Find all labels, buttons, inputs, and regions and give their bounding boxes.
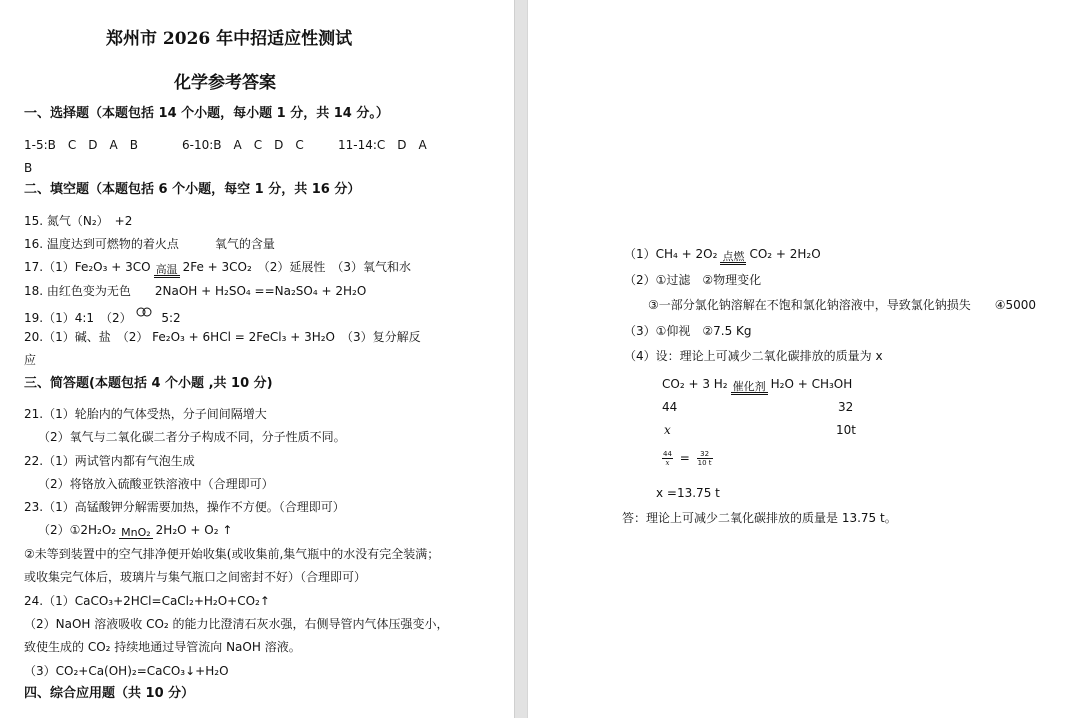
page-gutter [514,0,528,718]
q23-part2 [38,522,232,540]
q23-reactants: （2）①2H₂O₂ [38,523,117,537]
section-heading-1: 一、选择题（本题包括 14 个小题，每小题 1 分，共 14 分。） [24,106,389,121]
q17-reaction-arrow [154,264,180,279]
fraction-left-numerator: 44 [663,450,672,458]
r1-products: CO₂ + 2H₂O [749,247,821,261]
document-page-right [528,0,1080,718]
doc-title: 郑州市 2026 年中招适应性测试 [106,29,353,49]
r-equation [662,376,852,396]
q23-part3: ②未等到装置中的空气排净便开始收集(或收集前,集气瓶中的水没有完全装满； [24,547,440,561]
q23-products: 2H₂O + O₂ ↑ [155,523,233,537]
r-answer-1 [624,246,821,266]
fraction-left [662,450,673,467]
answer-wrap: B [24,161,33,175]
q18-answer: 18. 由红色变为无色 2NaOH + H₂SO₄ ==Na₂SO₄ + 2H₂O [24,284,367,298]
answer-11-14: 11-14:C D A [338,138,427,152]
r6-reactants: CO₂ + 3 H₂ [662,377,728,391]
q17-condition: 高温 [155,263,178,276]
q17-reactants: 17.（1）Fe₂O₃ + 3CO [24,260,151,274]
r-mass-left: 44 [662,400,678,414]
fraction-right-numerator: 32 [697,450,713,459]
q22-part1: 22.（1）两试管内都有气泡生成 [24,454,195,468]
q17-products: 2Fe + 3CO₂ （2）延展性 （3）氧气和水 [182,260,412,274]
fraction-right-denominator: 10 t [697,459,712,467]
r-conclusion: 答：理论上可减少二氧化碳排放的质量是 13.75 t。 [622,511,897,525]
document-page-left [0,0,514,718]
q23-part4: 或收集完气体后，玻璃片与集气瓶口之间密封不好）（合理即可） [24,570,367,584]
q23-part1: 23.（1）高锰酸钾分解需要加热，操作不方便。（合理即可） [24,500,345,514]
q17-answer [24,259,411,279]
q21-part2: （2）氧气与二氧化碳二者分子构成不同，分子性质不同。 [38,430,346,444]
molecule-model-icon [136,306,152,318]
r6-products: H₂O + CH₃OH [770,377,853,391]
q23-reaction-arrow [119,527,153,540]
r-result: x =13.75 t [656,486,720,500]
q24-part4: （3）CO₂+Ca(OH)₂=CaCO₃↓+H₂O [24,664,229,678]
q19-answer [24,306,181,326]
section-heading-4: 四、综合应用题（共 10 分） [24,686,195,701]
r-mass-right: 32 [838,400,854,414]
r-unknown-x: x [664,423,671,437]
fraction-equals: = [679,451,690,465]
fraction-left-denominator: x [665,459,670,467]
r1-reactants: （1）CH₄ + 2O₂ [624,247,718,261]
q24-part2: （2）NaOH 溶液吸收 CO₂ 的能力比澄清石灰水强，右侧导管内气体压强变小， [24,617,449,631]
r6-condition: 催化剂 [732,380,766,393]
q19-part2: 5:2 [161,311,181,325]
r-answer-2-cont: ③一部分氯化钠溶解在不饱和氯化钠溶液中，导致氯化钠损失 ④5000 [648,298,1037,312]
section-heading-2: 二、填空题（本题包括 6 个小题，每空 1 分，共 16 分） [24,182,361,197]
r1-reaction-arrow [720,251,746,266]
r-answer-2: （2）①过滤 ②物理变化 [624,273,762,287]
r-proportion [662,450,713,467]
q22-part2: （2）将铬放入硫酸亚铁溶液中（合理即可） [38,477,274,491]
r1-condition: 点燃 [722,250,745,263]
q21-part1: 21.（1）轮胎内的气体受热，分子间间隔增大 [24,407,267,421]
q16-answer: 16. 温度达到可燃物的着火点 氧气的含量 [24,237,275,251]
q15-answer: 15. 氮气（N₂） +2 [24,214,133,228]
doc-subtitle: 化学参考答案 [174,73,276,93]
q24-part1: 24.（1）CaCO₃+2HCl=CaCl₂+H₂O+CO₂↑ [24,594,270,608]
answer-1-5: 1-5:B C D A B [24,138,138,152]
q20-answer-wrap: 应 [24,353,37,367]
q19-part1: 19.（1）4:1 （2） [24,311,132,325]
r-answer-4: （4）设：理论上可减少二氧化碳排放的质量为 x [624,349,883,363]
section-heading-3: 三、简答题(本题包括 4 个小题 ,共 10 分) [24,376,273,391]
q20-answer: 20.（1）碱、盐 （2） Fe₂O₃ + 6HCl = 2FeCl₃ + 3H₂O （3）复分解反 [24,330,421,344]
answer-6-10: 6-10:B A C D C [182,138,304,152]
q23-condition: MnO₂ [121,526,151,539]
q24-part3: 致使生成的 CO₂ 持续地通过导管流向 NaOH 溶液。 [24,640,301,654]
r6-reaction-arrow [731,381,768,396]
fraction-right [697,450,713,467]
r-known-mass: 10t [836,423,856,437]
r-answer-3: （3）①仰视 ②7.5 Kg [624,324,752,338]
